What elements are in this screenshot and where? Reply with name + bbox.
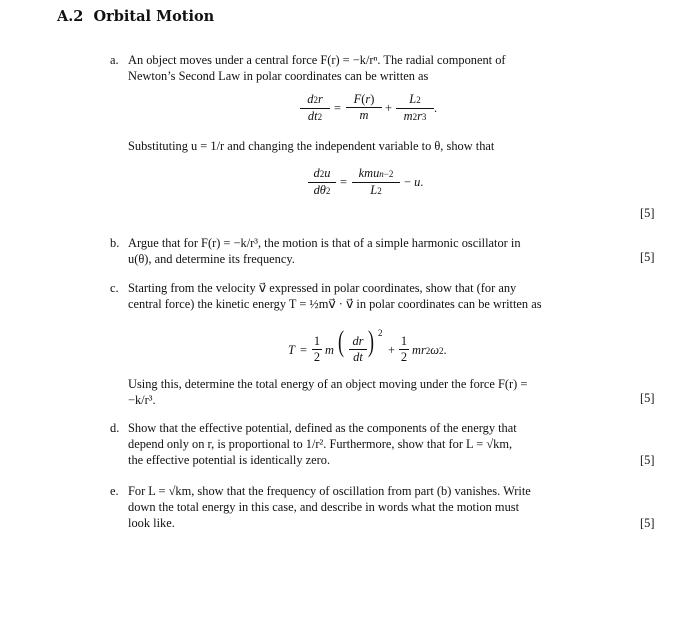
part-a-marks: [5] xyxy=(640,206,655,220)
part-c-line-1: Starting from the velocity v⃗ expressed in polar coordinates, show that (for any xyxy=(128,281,517,295)
section-number: A.2 xyxy=(57,8,84,25)
part-a-line-2: Newton’s Second Law in polar coordinates can be written as xyxy=(128,69,429,83)
part-a-substitution: Substituting u = 1/r and changing the independent variable to θ, show that xyxy=(128,139,495,153)
part-d-line-3: the effective potential is identically zero. xyxy=(128,453,331,467)
part-b-marks: [5] xyxy=(640,250,655,264)
part-e-line-3: look like. xyxy=(128,516,175,530)
part-c-line-2: central force) the kinetic energy T = ½mv⃗ · v⃗ in polar coordinates can be written as xyxy=(128,297,542,311)
part-a-line-1: An object moves under a central force F(r) = −k/rⁿ. The radial component of xyxy=(128,53,506,67)
part-a-label: a. xyxy=(110,53,119,67)
part-e-line-1: For L = √km, show that the frequency of oscillation from part (b) vanishes. Write xyxy=(128,484,531,498)
part-b-label: b. xyxy=(110,236,120,250)
part-c-after-line-1: Using this, determine the total energy of an object moving under the force F(r) = xyxy=(128,377,528,391)
part-d-line-1: Show that the effective potential, defined as the components of the energy that xyxy=(128,421,517,435)
part-e-marks: [5] xyxy=(640,516,655,530)
part-c-marks: [5] xyxy=(640,391,655,405)
part-b-line-2: u(θ), and determine its frequency. xyxy=(128,252,295,266)
part-d-line-2: depend only on r, is proportional to 1/r². Furthermore, show that for L = √km, xyxy=(128,437,513,451)
problem-page: A.2 Orbital Motion a. An object moves under a central force F(r) = −k/rⁿ. The radial component of Newton’s Second Law in polar coordinates can be written as d2r dt2 = F(r) m + L2 m2r3 . Substituting u = 1/r and changing the independent variable to θ, show that d2u dθ2 = kmun−2 L2 − u. [5] b. Argue that for F(r) = −k/r³, the motion is that of a simple harmonic oscillator in u(θ), and determine its frequency. [5] c. Starting from the velocity v⃗ expressed in polar coordinates, show that (for any central force) the kinetic energy T = ½mv⃗ · v⃗ in polar coordinates can be written as T = 1 2 m ( dr dt ) 2 + 1 2 mr2ω2. Using this, determine the total energy of an object moving under the force F(r) = −k/r³. [5] d. Show that the effective potential, defined as the components of the energy that depend only on r, is proportional to 1/r². Furthermore, show that for L = √km, the effective potential is identically zero. [5] e. For L = √km, show that the frequency of oscillation from part (b) vanishes. Write down the total energy in this case, and describe in words what the motion must look like. [5] xyxy=(57,8,655,530)
part-d-label: d. xyxy=(110,421,120,435)
part-c-label: c. xyxy=(110,281,119,295)
part-c-after-line-2: −k/r³. xyxy=(128,393,156,407)
section-title: Orbital Motion xyxy=(93,8,215,25)
section-heading xyxy=(57,8,214,25)
part-d-marks: [5] xyxy=(640,453,655,467)
part-b-line-1: Argue that for F(r) = −k/r³, the motion is that of a simple harmonic oscillator in xyxy=(128,236,521,250)
part-e-label: e. xyxy=(110,484,119,498)
part-e-line-2: down the total energy in this case, and describe in words what the motion must xyxy=(128,500,520,514)
